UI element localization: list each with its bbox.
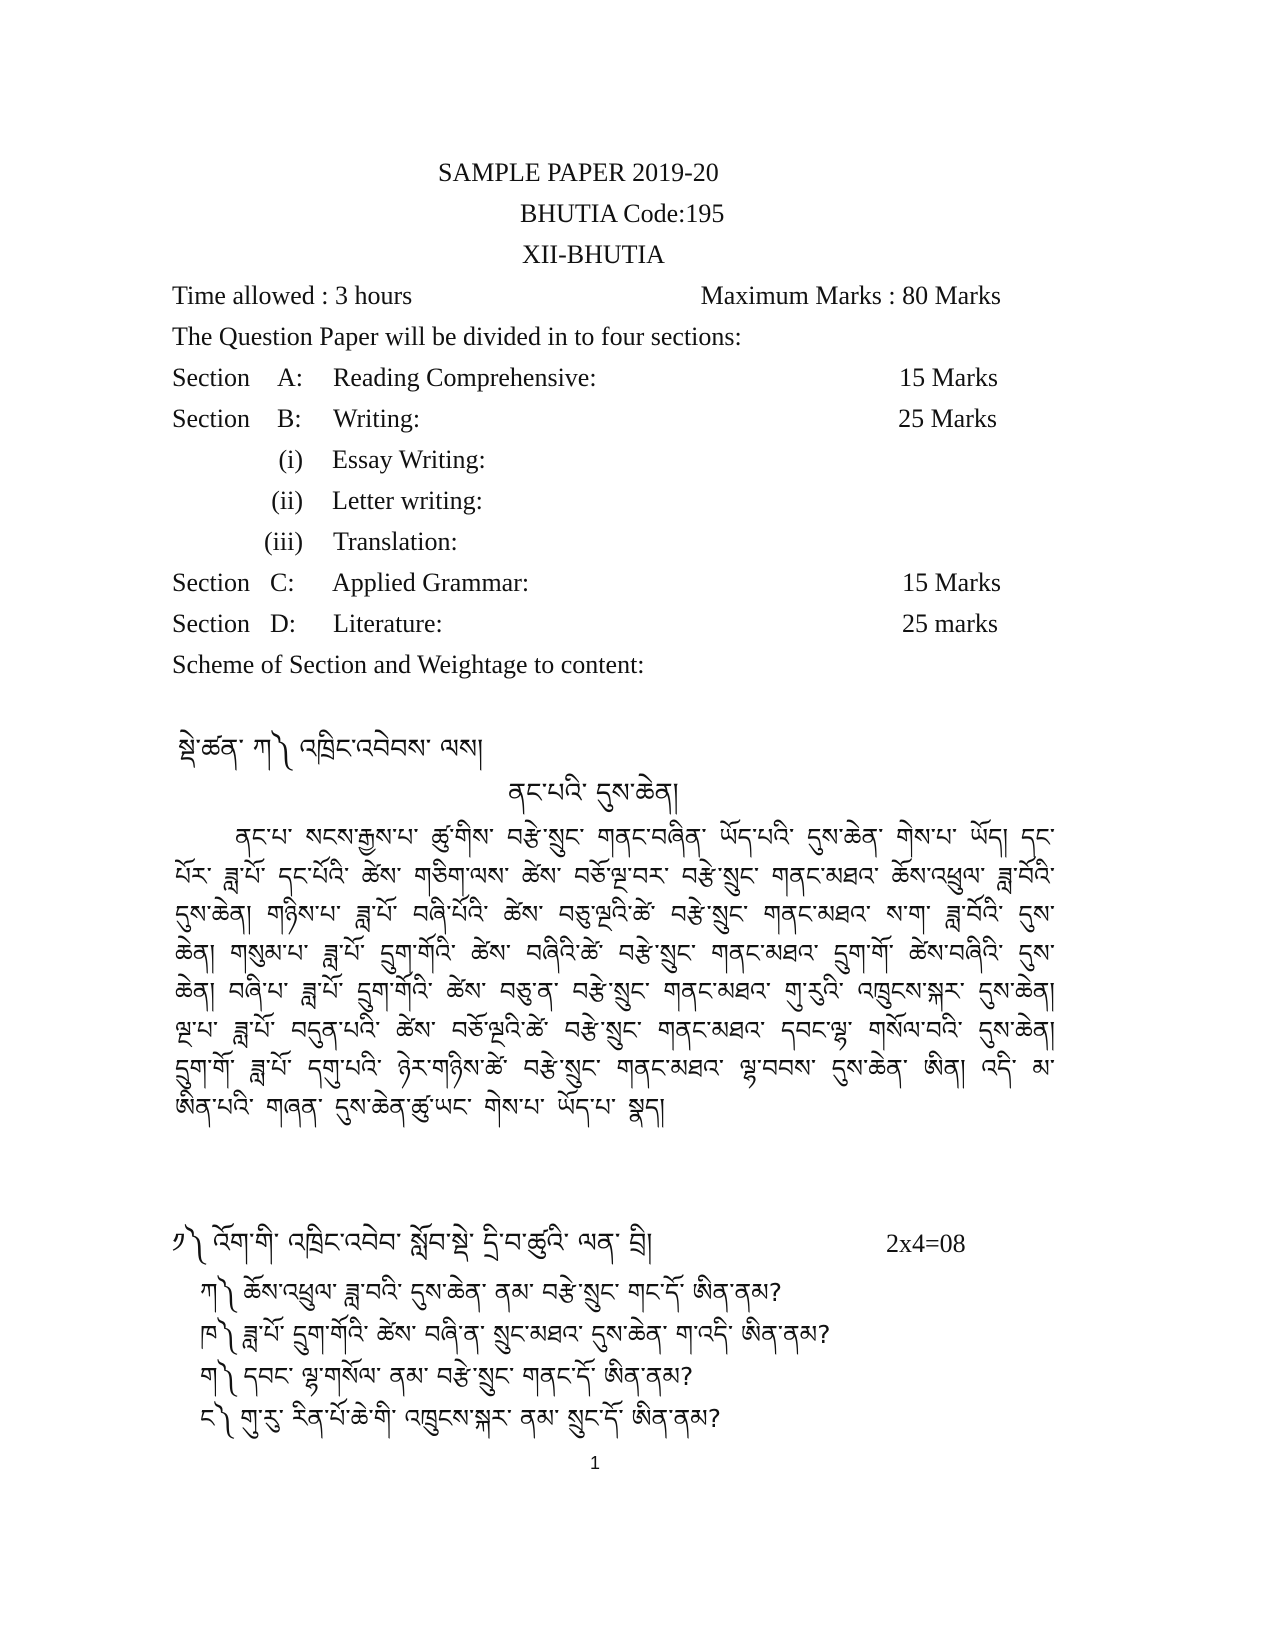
subject-code: BHUTIA Code:195 [520,199,725,228]
section-label: Section [172,609,250,638]
section-letter: C: [270,568,295,597]
question-item: ང༽ གུ་རུ་ རིན་པོ་ཆེ་གི་ འཁྲུངས་སྐར་ ནམ་ སྲུང་དོ་ ཨིན་ནམ? [200,1404,721,1433]
scheme-text: Scheme of Section and Weightage to content: [172,650,645,679]
paper-title: SAMPLE PAPER 2019-20 [438,158,719,187]
page-number: 1 [590,1453,601,1473]
section-marks: 25 Marks [898,404,997,433]
section-title: Reading Comprehensive: [333,363,597,392]
question-heading: ༡༽ འོག་གི་ འཁྲིང་འབེབ་ སློབ་སྡེ་ དྲི་བ་ཚུའི་ ལན་ བྲི། [172,1228,653,1259]
subitem-text: Letter writing: [332,486,483,515]
section-marks: 15 Marks [902,568,1001,597]
section-letter: B: [277,404,302,433]
subitem-number: (iii) [264,527,303,556]
subitem-text: Essay Writing: [332,445,486,474]
intro-text: The Question Paper will be divided in to four sections: [172,322,742,351]
section-title: Applied Grammar: [332,568,530,597]
tibetan-section-heading: སྡེ་ཚན་ ཀ༽ འཁྲིང་འབེབས་ ལས། [178,734,484,765]
question-item: ཀ༽ ཆོས་འཕྲུལ་ ཟླ་བའི་ དུས་ཆེན་ ནམ་ བརྩེ་སྲུང་ གང་དོ་ ཨིན་ནམ? [200,1278,782,1307]
section-label: Section [172,568,250,597]
class-title: XII-BHUTIA [522,240,665,269]
passage-title: ནང་པའི་ དུས་ཆེན། [508,778,679,809]
subitem-number: (ii) [271,486,303,515]
question-item: ཁ༽ ཟླ་པོ་ དྲུག་གོའི་ ཚེས་ བཞི་ན་ སྲུང་མཐའ་ དུས་ཆེན་ ག་འདི་ ཨིན་ནམ? [200,1320,831,1349]
subitem-number: (i) [278,445,303,474]
question-item: ག༽ དབང་ ལྷ་གསོལ་ ནམ་ བརྩེ་སྲུང་ གནང་དོ་ ཨིན་ནམ? [200,1362,694,1391]
section-label: Section [172,363,250,392]
section-title: Literature: [333,609,443,638]
section-marks: 25 marks [901,609,998,638]
section-title: Writing: [333,404,421,433]
section-letter: D: [270,609,296,638]
section-label: Section [172,404,250,433]
maximum-marks: Maximum Marks : 80 Marks [700,281,1001,310]
question-marks: 2x4=08 [886,1229,966,1258]
time-allowed: Time allowed : 3 hours [172,281,413,310]
passage-text: ནང་པ་ སངས་རྒྱས་པ་ ཚུ་གིས་ བརྩེ་སྲུང་ གནང་བཞིན་ ཡོད་པའི་ དུས་ཆེན་ གེས་པ་ ཡོད། དང་པོར་ ཟླ་པོ་ དང་པོའི་ ཚེས་ གཅིག་ལས་ ཚེས་ བཅོ་ལྔ་བར་ བརྩེ་སྲུང་ གནང་མཐའ་ ཆོས་འཕྲུལ་ ཟླ་བོའི་ དུས་ཆེན། གཉིས་པ་ ཟླ་པོ་ བཞི་པོའི་ ཚེས་ བཅུ་ལྔའི་ཚེ་ བརྩེ་སྲུང་ གནང་མཐའ་ ས་ག་ ཟླ་བོའི་ དུས་ཆེན། གསུམ་པ་ ཟླ་པོ་ དྲུག་གོའི་ ཚེས་ བཞིའི་ཚེ་ བརྩེ་སྲུང་ གནང་མཐའ་ དྲུག་གོ་ ཚེས་བཞིའི་ དུས་ཆེན། བཞི་པ་ ཟླ་པོ་ དྲུག་གོའི་ ཚེས་ བཅུ་ན་ བརྩེ་སྲུང་ གནང་མཐའ་ གུ་རུའི་ འཁྲུངས་སྐར་ དུས་ཆེན། ལྔ་པ་ ཟླ་པོ་ བདུན་པའི་ ཚེས་ བཅོ་ལྔའི་ཚེ་ བརྩེ་སྲུང་ གནང་མཐའ་ དབང་ལྷ་ གསོལ་བའི་ དུས་ཆེན། དྲུག་གོ་ ཟླ་པོ་ དགུ་པའི་ ཉེར་གཉིས་ཚེ་ བརྩེ་སྲུང་ གནང་མཐའ་ ལྷ་བབས་ དུས་ཆེན་ ཨིན། འདི་ མ་ཨིན་པའི་ གཞན་ དུས་ཆེན་ཚུ་ཡང་ གེས་པ་ ཡོད་པ་ སྣད། [175,823,1055,1122]
section-letter: A: [277,363,303,392]
section-marks: 15 Marks [899,363,998,392]
subitem-text: Translation: [333,527,458,556]
